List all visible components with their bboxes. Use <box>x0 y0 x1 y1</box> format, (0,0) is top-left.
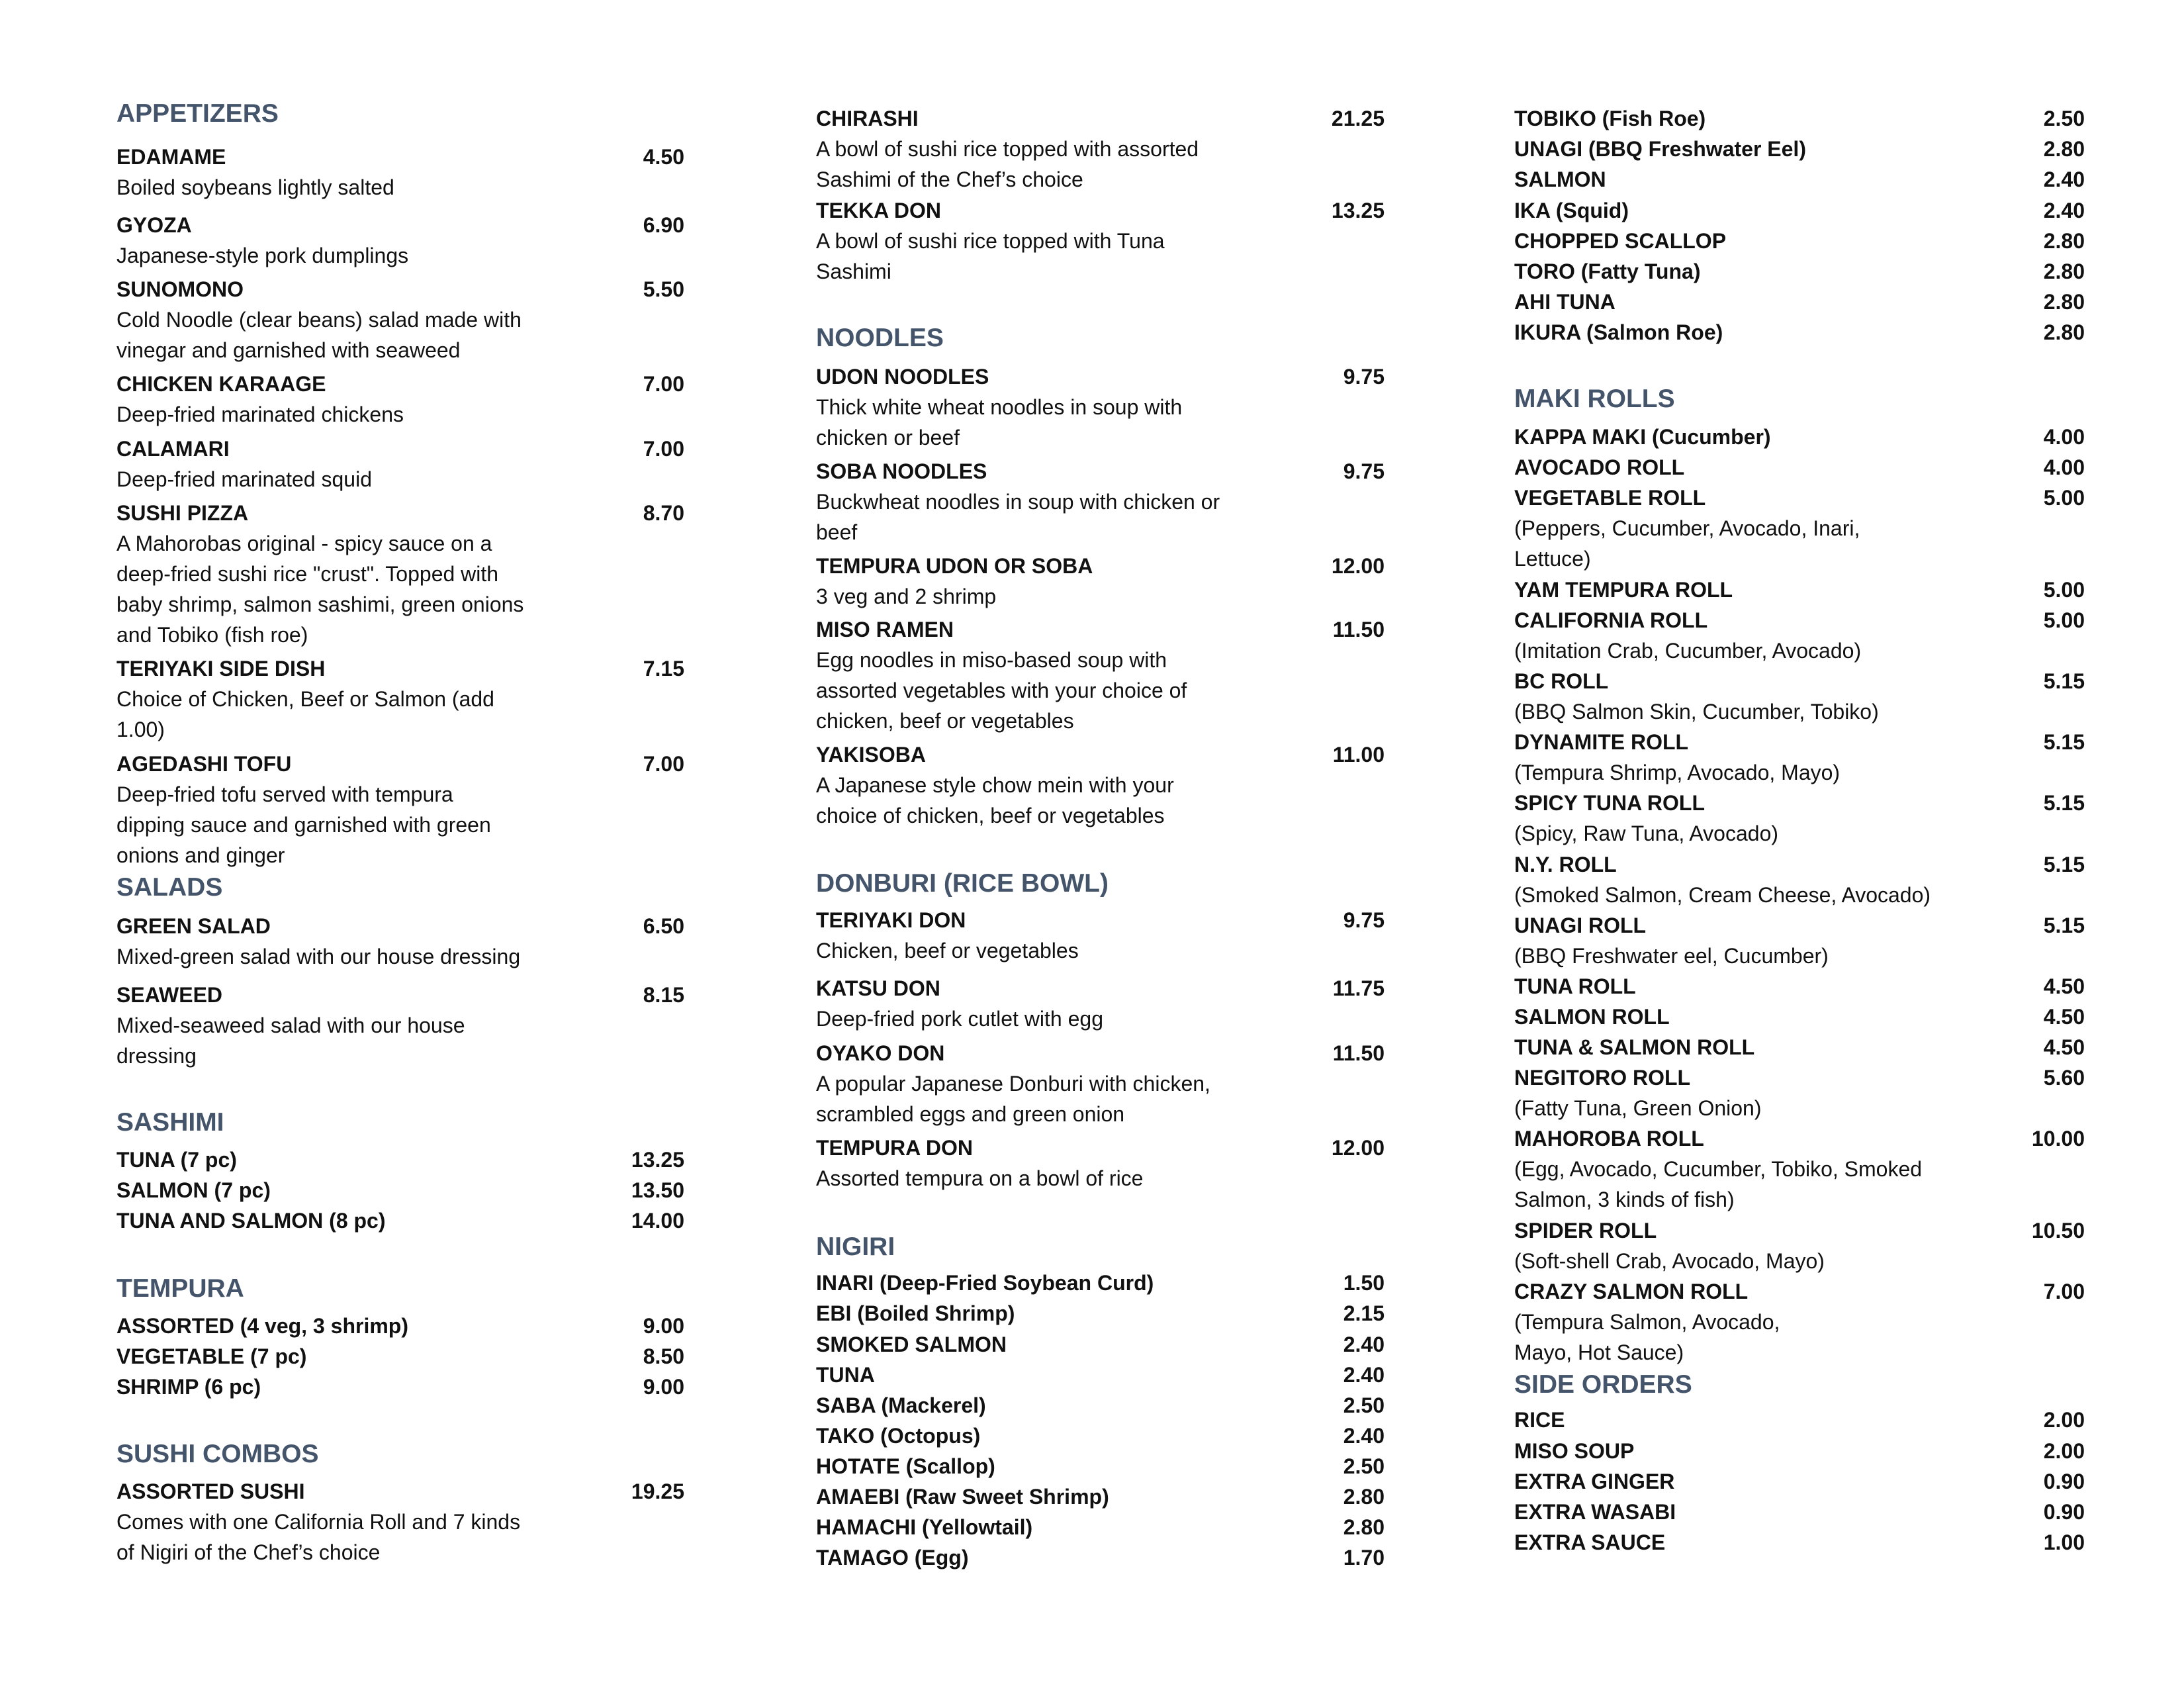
menu-item-description: and Tobiko (fish roe) <box>116 623 308 647</box>
menu-item-description: choice of chicken, beef or vegetables <box>816 804 1165 827</box>
menu-item-price: 10.00 <box>2031 1127 2085 1150</box>
menu-item-description: (Egg, Avocado, Cucumber, Tobiko, Smoked <box>1514 1157 1923 1181</box>
section-heading: NIGIRI <box>816 1233 895 1261</box>
menu-item-name: YAM TEMPURA ROLL <box>1514 578 1733 602</box>
menu-item-name: SPIDER ROLL <box>1514 1219 1657 1243</box>
menu-item-name: KAPPA MAKI (Cucumber) <box>1514 425 1771 449</box>
menu-item-description: dipping sauce and garnished with green <box>116 813 491 837</box>
menu-item-price: 5.15 <box>2043 914 2085 937</box>
menu-item-name: UDON NOODLES <box>816 365 989 389</box>
menu-item-description: (Tempura Shrimp, Avocado, Mayo) <box>1514 761 1841 784</box>
menu-item-name: HOTATE (Scallop) <box>816 1454 995 1478</box>
menu-item-description: Japanese-style pork dumplings <box>116 244 409 267</box>
menu-item-name: IKURA (Salmon Roe) <box>1514 320 1723 344</box>
menu-item-price: 2.80 <box>2043 320 2085 344</box>
menu-item-price: 2.80 <box>2043 137 2085 161</box>
menu-item-price: 2.40 <box>2043 199 2085 222</box>
menu-item-name: AGEDASHI TOFU <box>116 752 292 776</box>
menu-item-description: of Nigiri of the Chef’s choice <box>116 1540 381 1564</box>
section-heading: TEMPURA <box>116 1274 244 1303</box>
menu-item-description: Cold Noodle (clear beans) salad made with <box>116 308 522 332</box>
menu-item-name: ASSORTED (4 veg, 3 shrimp) <box>116 1314 408 1338</box>
menu-item-price: 8.15 <box>643 983 684 1007</box>
menu-item-name: HAMACHI (Yellowtail) <box>816 1515 1033 1539</box>
menu-item-price: 0.90 <box>2043 1470 2085 1493</box>
menu-item-name: TEMPURA UDON OR SOBA <box>816 554 1093 578</box>
menu-item-name: INARI (Deep-Fried Soybean Curd) <box>816 1271 1154 1295</box>
menu-item-name: SUSHI PIZZA <box>116 501 249 525</box>
menu-item-name: VEGETABLE ROLL <box>1514 486 1706 510</box>
menu-item-name: VEGETABLE (7 pc) <box>116 1344 307 1368</box>
menu-item-price: 5.15 <box>2043 730 2085 754</box>
menu-item-name: N.Y. ROLL <box>1514 853 1617 876</box>
menu-item-price: 12.00 <box>1331 1136 1385 1160</box>
menu-item-price: 2.50 <box>2043 107 2085 130</box>
menu-item-price: 8.50 <box>643 1344 684 1368</box>
menu-item-price: 5.15 <box>2043 791 2085 815</box>
menu-item-description: Sashimi <box>816 259 891 283</box>
menu-item-description: (Spicy, Raw Tuna, Avocado) <box>1514 821 1779 845</box>
menu-item-name: GYOZA <box>116 213 192 237</box>
menu-item-name: SUNOMONO <box>116 277 244 301</box>
menu-item-name: TUNA (7 pc) <box>116 1148 237 1172</box>
menu-item-price: 13.50 <box>631 1178 684 1202</box>
menu-item-price: 7.00 <box>643 372 684 396</box>
menu-item-price: 10.50 <box>2031 1219 2085 1243</box>
menu-item-price: 4.50 <box>2043 1005 2085 1029</box>
section-heading: DONBURI (RICE BOWL) <box>816 869 1109 898</box>
menu-item-description: beef <box>816 520 858 544</box>
menu-item-description: Boiled soybeans lightly salted <box>116 175 394 199</box>
menu-item-price: 5.50 <box>643 277 684 301</box>
menu-item-price: 7.00 <box>2043 1280 2085 1303</box>
section-heading: NOODLES <box>816 324 944 352</box>
menu-item-price: 2.50 <box>1343 1393 1385 1417</box>
menu-item-description: Salmon, 3 kinds of fish) <box>1514 1188 1735 1211</box>
menu-item-name: CALIFORNIA ROLL <box>1514 608 1708 632</box>
menu-item-name: RICE <box>1514 1408 1565 1432</box>
menu-item-description: (Tempura Salmon, Avocado, <box>1514 1310 1780 1334</box>
menu-item-name: EXTRA SAUCE <box>1514 1530 1666 1554</box>
menu-item-price: 14.00 <box>631 1209 684 1233</box>
section-heading: SASHIMI <box>116 1108 224 1137</box>
menu-item-name: ASSORTED SUSHI <box>116 1479 305 1503</box>
menu-item-name: BC ROLL <box>1514 669 1609 693</box>
menu-item-description: assorted vegetables with your choice of <box>816 679 1187 702</box>
menu-item-price: 0.90 <box>2043 1500 2085 1524</box>
menu-item-name: SALMON ROLL <box>1514 1005 1670 1029</box>
menu-item-name: TUNA AND SALMON (8 pc) <box>116 1209 386 1233</box>
menu-item-name: DYNAMITE ROLL <box>1514 730 1689 754</box>
menu-item-description: A Japanese style chow mein with your <box>816 773 1174 797</box>
menu-item-price: 4.50 <box>643 145 684 169</box>
menu-item-name: SALMON (7 pc) <box>116 1178 271 1202</box>
menu-item-name: GREEN SALAD <box>116 914 271 938</box>
menu-item-name: TAMAGO (Egg) <box>816 1546 969 1570</box>
section-heading: APPETIZERS <box>116 99 279 128</box>
menu-item-price: 4.00 <box>2043 425 2085 449</box>
menu-item-name: YAKISOBA <box>816 743 926 767</box>
menu-item-description: 3 veg and 2 shrimp <box>816 585 997 608</box>
menu-item-name: UNAGI ROLL <box>1514 914 1647 937</box>
menu-item-name: SABA (Mackerel) <box>816 1393 986 1417</box>
menu-item-price: 11.75 <box>1332 976 1385 1000</box>
menu-item-description: (Smoked Salmon, Cream Cheese, Avocado) <box>1514 883 1931 907</box>
menu-item-price: 2.15 <box>1343 1301 1385 1325</box>
menu-item-name: TUNA <box>816 1363 875 1387</box>
menu-item-description: vinegar and garnished with seaweed <box>116 338 461 362</box>
menu-item-price: 7.00 <box>643 752 684 776</box>
menu-item-description: chicken, beef or vegetables <box>816 709 1074 733</box>
menu-item-price: 5.00 <box>2043 578 2085 602</box>
menu-item-price: 21.25 <box>1331 107 1385 130</box>
menu-item-price: 2.80 <box>2043 229 2085 253</box>
menu-item-price: 11.50 <box>1332 1041 1385 1065</box>
menu-item-price: 2.80 <box>2043 290 2085 314</box>
menu-item-name: KATSU DON <box>816 976 940 1000</box>
menu-item-name: TEMPURA DON <box>816 1136 974 1160</box>
menu-item-name: TUNA & SALMON ROLL <box>1514 1035 1755 1059</box>
menu-item-price: 2.80 <box>2043 259 2085 283</box>
menu-item-name: TUNA ROLL <box>1514 974 1636 998</box>
section-heading: MAKI ROLLS <box>1514 385 1675 413</box>
menu-item-price: 5.00 <box>2043 608 2085 632</box>
menu-item-price: 9.00 <box>643 1314 684 1338</box>
menu-item-name: AMAEBI (Raw Sweet Shrimp) <box>816 1485 1109 1509</box>
menu-item-name: IKA (Squid) <box>1514 199 1629 222</box>
menu-item-description: Mixed-seaweed salad with our house <box>116 1013 465 1037</box>
menu-item-description: Egg noodles in miso-based soup with <box>816 648 1167 672</box>
menu-item-price: 1.50 <box>1343 1271 1385 1295</box>
menu-item-description: A bowl of sushi rice topped with assorted <box>816 137 1199 161</box>
menu-item-name: EXTRA GINGER <box>1514 1470 1675 1493</box>
menu-item-price: 9.75 <box>1343 459 1385 483</box>
menu-item-price: 1.00 <box>2043 1530 2085 1554</box>
menu-item-description: (BBQ Salmon Skin, Cucumber, Tobiko) <box>1514 700 1879 724</box>
menu-item-price: 1.70 <box>1343 1546 1385 1570</box>
menu-item-price: 5.00 <box>2043 486 2085 510</box>
menu-item-price: 13.25 <box>631 1148 684 1172</box>
menu-item-name: CALAMARI <box>116 437 230 461</box>
menu-item-description: Thick white wheat noodles in soup with <box>816 395 1183 419</box>
menu-item-price: 2.00 <box>2043 1439 2085 1463</box>
menu-item-name: MISO RAMEN <box>816 618 954 641</box>
menu-item-description: A bowl of sushi rice topped with Tuna <box>816 229 1165 253</box>
menu-item-name: OYAKO DON <box>816 1041 945 1065</box>
menu-item-name: MISO SOUP <box>1514 1439 1635 1463</box>
menu-item-description: Mixed-green salad with our house dressing <box>116 945 521 968</box>
menu-item-name: SEAWEED <box>116 983 223 1007</box>
menu-item-description: deep-fried sushi rice "crust". Topped with <box>116 562 499 586</box>
menu-item-price: 19.25 <box>631 1479 684 1503</box>
menu-item-price: 13.25 <box>1331 199 1385 222</box>
menu-item-name: MAHOROBA ROLL <box>1514 1127 1704 1150</box>
menu-item-name: SMOKED SALMON <box>816 1333 1007 1356</box>
menu-item-price: 9.00 <box>643 1375 684 1399</box>
menu-item-name: NEGITORO ROLL <box>1514 1066 1691 1090</box>
menu-item-description: chicken or beef <box>816 426 960 449</box>
menu-item-description: A popular Japanese Donburi with chicken, <box>816 1072 1210 1096</box>
menu-item-price: 2.40 <box>2043 167 2085 191</box>
menu-item-name: TERIYAKI DON <box>816 908 966 932</box>
menu-item-name: CRAZY SALMON ROLL <box>1514 1280 1749 1303</box>
menu-item-description: (BBQ Freshwater eel, Cucumber) <box>1514 944 1829 968</box>
menu-item-description: Sashimi of the Chef’s choice <box>816 167 1083 191</box>
menu-item-price: 4.00 <box>2043 455 2085 479</box>
menu-item-price: 7.00 <box>643 437 684 461</box>
menu-item-price: 5.60 <box>2043 1066 2085 1090</box>
menu-item-name: TOBIKO (Fish Roe) <box>1514 107 1706 130</box>
menu-item-price: 2.80 <box>1343 1485 1385 1509</box>
section-heading: SUSHI COMBOS <box>116 1440 319 1468</box>
menu-item-description: (Peppers, Cucumber, Avocado, Inari, <box>1514 516 1860 540</box>
menu-item-description: (Imitation Crab, Cucumber, Avocado) <box>1514 639 1862 663</box>
menu-item-price: 2.50 <box>1343 1454 1385 1478</box>
menu-item-price: 6.50 <box>643 914 684 938</box>
menu-item-price: 5.15 <box>2043 853 2085 876</box>
menu-item-price: 2.80 <box>1343 1515 1385 1539</box>
menu-item-description: Deep-fried pork cutlet with egg <box>816 1007 1103 1031</box>
menu-item-price: 5.15 <box>2043 669 2085 693</box>
menu-item-price: 9.75 <box>1343 908 1385 932</box>
menu-item-price: 6.90 <box>643 213 684 237</box>
menu-item-name: SHRIMP (6 pc) <box>116 1375 261 1399</box>
menu-item-description: (Fatty Tuna, Green Onion) <box>1514 1096 1762 1120</box>
menu-item-description: onions and ginger <box>116 843 285 867</box>
menu-item-price: 2.40 <box>1343 1424 1385 1448</box>
menu-item-price: 11.00 <box>1332 743 1385 767</box>
menu-item-name: EDAMAME <box>116 145 226 169</box>
menu-item-price: 9.75 <box>1343 365 1385 389</box>
menu-item-name: CHICKEN KARAAGE <box>116 372 326 396</box>
menu-item-description: Deep-fried tofu served with tempura <box>116 782 453 806</box>
menu-item-name: TORO (Fatty Tuna) <box>1514 259 1701 283</box>
menu-item-price: 4.50 <box>2043 1035 2085 1059</box>
menu-item-description: (Soft-shell Crab, Avocado, Mayo) <box>1514 1249 1825 1273</box>
menu-item-description: Chicken, beef or vegetables <box>816 939 1079 962</box>
menu-item-name: CHOPPED SCALLOP <box>1514 229 1727 253</box>
menu-item-name: AHI TUNA <box>1514 290 1615 314</box>
menu-item-description: Buckwheat noodles in soup with chicken or <box>816 490 1220 514</box>
section-heading: SALADS <box>116 873 223 902</box>
menu-item-description: Lettuce) <box>1514 547 1591 571</box>
menu-item-name: TERIYAKI SIDE DISH <box>116 657 326 680</box>
menu-item-description: scrambled eggs and green onion <box>816 1102 1125 1126</box>
menu-item-description: baby shrimp, salmon sashimi, green onions <box>116 592 524 616</box>
menu-item-name: UNAGI (BBQ Freshwater Eel) <box>1514 137 1806 161</box>
menu-item-price: 2.40 <box>1343 1363 1385 1387</box>
menu-item-name: TEKKA DON <box>816 199 942 222</box>
menu-item-description: Deep-fried marinated chickens <box>116 402 404 426</box>
menu-item-description: A Mahorobas original - spicy sauce on a <box>116 532 492 555</box>
menu-item-name: CHIRASHI <box>816 107 919 130</box>
menu-item-name: AVOCADO ROLL <box>1514 455 1685 479</box>
menu-item-description: Choice of Chicken, Beef or Salmon (add <box>116 687 494 711</box>
menu-item-description: Comes with one California Roll and 7 kinds <box>116 1510 521 1534</box>
menu-item-name: TAKO (Octopus) <box>816 1424 981 1448</box>
menu-item-name: SPICY TUNA ROLL <box>1514 791 1706 815</box>
menu-item-price: 11.50 <box>1332 618 1385 641</box>
menu-item-price: 12.00 <box>1331 554 1385 578</box>
section-heading: SIDE ORDERS <box>1514 1370 1692 1399</box>
menu-item-name: EBI (Boiled Shrimp) <box>816 1301 1015 1325</box>
menu-item-description: Mayo, Hot Sauce) <box>1514 1340 1684 1364</box>
menu-item-name: EXTRA WASABI <box>1514 1500 1676 1524</box>
menu-item-price: 8.70 <box>643 501 684 525</box>
menu-item-description: Deep-fried marinated squid <box>116 467 372 491</box>
menu-item-name: SALMON <box>1514 167 1606 191</box>
menu-item-name: SOBA NOODLES <box>816 459 987 483</box>
menu-item-price: 2.40 <box>1343 1333 1385 1356</box>
menu-item-price: 4.50 <box>2043 974 2085 998</box>
menu-item-description: dressing <box>116 1044 197 1068</box>
menu-item-price: 7.15 <box>643 657 684 680</box>
menu-item-price: 2.00 <box>2043 1408 2085 1432</box>
menu-item-description: 1.00) <box>116 718 165 741</box>
menu-item-description: Assorted tempura on a bowl of rice <box>816 1166 1144 1190</box>
